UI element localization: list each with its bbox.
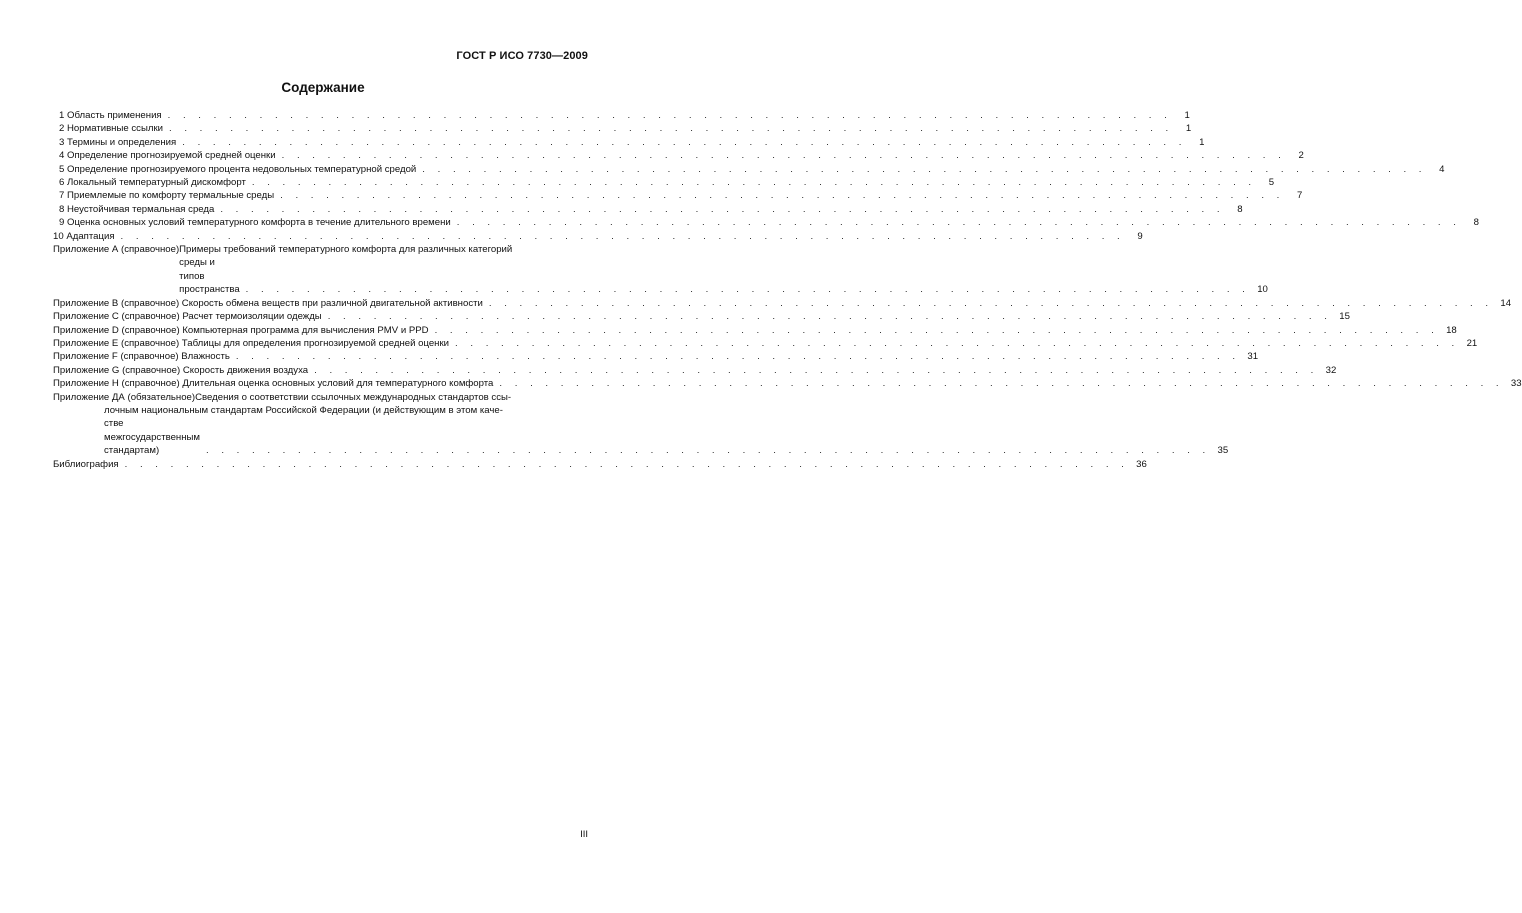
toc-leader-dots: . . . . . . . . . . . . . . . . . . . . . . . . . . . . . . . . . . . . . . . . . . . . . . . . . . . . . . . . . . . . . . . . . . bbox=[488, 297, 1494, 309]
toc-entry-title: Приложение G (справочное) Скорость движения воздуха bbox=[53, 364, 309, 376]
toc-annex-label: Приложение А (справочное) bbox=[53, 244, 180, 256]
toc-entry-page: 1 bbox=[1199, 136, 1205, 148]
toc-entry bbox=[53, 216, 1479, 229]
toc-entry bbox=[53, 377, 1522, 390]
toc-entry bbox=[53, 163, 1445, 176]
toc-entry-page: 36 bbox=[1136, 458, 1147, 470]
toc-entry-page: 7 bbox=[1296, 190, 1303, 202]
toc-entry-title: Приложение F (справочное) Влажность bbox=[53, 351, 230, 363]
toc-entry-title-line: Примеры требований температурного комфорта для различных категорий bbox=[179, 244, 513, 256]
toc-entry-page: 35 bbox=[1217, 445, 1229, 457]
toc-leader-dots: . . . . . . . . . . . . . . . . . . . . . . . . . . . . . . . . . . . . . . . . . . . . . . . . . . . . . . . . . . . . . . . . . . bbox=[235, 351, 1241, 363]
toc-leader-dots: . . . . . . . . . . . . . . . . . . . . . . . . . . . . . . . . . . . . . . . . . . . . . . . . . . . . . . . . . . . . . . . . . . bbox=[120, 230, 1125, 242]
toc-entry-page: 1 bbox=[1184, 110, 1190, 121]
page-number-footer: III bbox=[580, 829, 588, 840]
toc-leader-dots: . . . . . . . . . . . . . . . . . . . . . . . . . . . . . . . . . . . . . . . . . . . . . . . . . . . . . . . . . . . . . . . . . . bbox=[124, 458, 1129, 470]
toc-entry bbox=[53, 203, 1243, 216]
toc-entry-title: 6 Локальный температурный дискомфорт bbox=[59, 177, 246, 189]
toc-entry bbox=[53, 297, 1512, 310]
document-code-header: ГОСТ Р ИСО 7730—2009 bbox=[456, 50, 588, 62]
toc-entry-annex-da bbox=[53, 391, 588, 404]
toc-entry-page: 1 bbox=[1185, 123, 1192, 135]
toc-entry bbox=[53, 337, 1478, 350]
toc-leader-dots: . . . . . . . . . . . . . . . . . . . . . . . . . . . . . . . . . . . . . . . . . . . . . . . . . . . . . . . . . . . . . . . . . . bbox=[455, 337, 1460, 349]
toc-leader-dots: . . . . . . . . . . . . . . . . . . . . . . . . . . . . . . . . . . . . . . . . . . . . . . . . . . . . . . . . . . . . . . . . . . bbox=[169, 123, 1174, 135]
toc-entry-title: 1 Область применения bbox=[59, 110, 162, 121]
toc-leader-dots: . . . . . . . . . . . . . . . . . . . . . . . . . . . . . . . . . . . . . . . . . . . . . . . . . . . . . . . . . . . . . . . . . . bbox=[281, 150, 1286, 162]
toc-entry-page: 9 bbox=[1137, 230, 1143, 242]
toc-entry-title: Приложение В (справочное) Скорость обмена веществ при различной двигательной активности bbox=[53, 297, 483, 309]
page-title: Содержание bbox=[281, 80, 365, 95]
toc-entry bbox=[53, 324, 1457, 337]
toc-entry-title-line: стве межгосударственным стандартам) bbox=[104, 418, 201, 457]
toc-entry bbox=[53, 230, 1143, 243]
toc-leader-dots: . . . . . . . . . . . . . . . . . . . . . . . . . . . . . . . . . . . . . . . . . . . . . . . . . . . . . . . . . . . . . . . . . . bbox=[280, 190, 1285, 202]
toc-leader-dots: . . . . . . . . . . . . . . . . . . . . . . . . . . . . . . . . . . . . . . . . . . . . . . . . . . . . . . . . . . . . . . . . . . bbox=[206, 445, 1211, 457]
toc-entry-title: Библиография bbox=[53, 458, 119, 470]
toc-entry-title: 5 Определение прогнозируемого процента недовольных температурной средой bbox=[59, 163, 417, 175]
toc-entry-title: Приложение Е (справочное) Таблицы для определения прогнозируемой средней оценки bbox=[53, 337, 450, 349]
toc-entry bbox=[53, 189, 1303, 202]
toc-entry-page: 14 bbox=[1500, 297, 1512, 309]
toc-leader-dots: . . . . . . . . . . . . . . . . . . . . . . . . . . . . . . . . . . . . . . . . . . . . . . . . . . . . . . . . . . . . . . . . . . bbox=[182, 136, 1187, 148]
toc-entry-bibliography bbox=[53, 458, 1147, 471]
toc-entry bbox=[53, 122, 1192, 135]
toc-leader-dots: . . . . . . . . . . . . . . . . . . . . . . . . . . . . . . . . . . . . . . . . . . . . . . . . . . . . . . . . . . . . . . . . . . bbox=[422, 163, 1427, 175]
toc-entry bbox=[53, 109, 1190, 122]
toc-leader-dots: . . . . . . . . . . . . . . . . . . . . . . . . . . . . . . . . . . . . . . . . . . . . . . . . . . . . . . . . . . . . . . . . . . bbox=[251, 177, 1257, 189]
toc-entry-page: 10 bbox=[1257, 284, 1268, 296]
toc-entry-title: Приложение Н (справочное) Длительная оценка основных условий для температурного комфорта bbox=[53, 378, 494, 390]
toc-entry bbox=[53, 176, 1275, 189]
toc-entry-page: 5 bbox=[1268, 177, 1275, 189]
toc-entry-title: Приложение С (справочное) Расчет термоизоляции одежды bbox=[53, 311, 322, 323]
toc-entry-page: 8 bbox=[1473, 217, 1479, 229]
toc-entry-title: 4 Определение прогнозируемой средней оценки bbox=[59, 150, 276, 162]
toc-entry bbox=[53, 364, 1337, 377]
toc-entry bbox=[53, 136, 1205, 149]
toc-leader-dots: . . . . . . . . . . . . . . . . . . . . . . . . . . . . . . . . . . . . . . . . . . . . . . . . . . . . . . . . . . . . . . . . . . bbox=[499, 378, 1504, 390]
toc-entry-page: 8 bbox=[1237, 203, 1243, 215]
toc-leader-dots: . . . . . . . . . . . . . . . . . . . . . . . . . . . . . . . . . . . . . . . . . . . . . . . . . . . . . . . . . . . . . . . . . . bbox=[314, 364, 1319, 376]
toc-entry-title: 9 Оценка основных условий температурного комфорта в течение длительного времени bbox=[59, 217, 451, 229]
toc-leader-dots: . . . . . . . . . . . . . . . . . . . . . . . . . . . . . . . . . . . . . . . . . . . . . . . . . . . . . . . . . . . . . . . . . . bbox=[434, 324, 1439, 336]
toc-entry-title: Приложение D (справочное) Компьютерная программа для вычисления PMV и PPD bbox=[53, 324, 429, 336]
toc-leader-dots: . . . . . . . . . . . . . . . . . . . . . . . . . . . . . . . . . . . . . . . . . . . . . . . . . . . . . . . . . . . . . . . . . . bbox=[220, 203, 1225, 215]
toc-entry-title: 2 Нормативные ссылки bbox=[59, 123, 164, 135]
toc-entry-page: 33 bbox=[1510, 378, 1522, 390]
toc-entry-page: 15 bbox=[1339, 311, 1350, 323]
toc-entry-page: 4 bbox=[1439, 163, 1445, 175]
toc-entry-title-line: Сведения о соответствии ссылочных международных стандартов ссы- bbox=[195, 391, 512, 403]
toc-entry-title: 7 Приемлемые по комфорту термальные среды bbox=[59, 190, 275, 202]
toc-entry bbox=[53, 350, 1259, 363]
toc-leader-dots: . . . . . . . . . . . . . . . . . . . . . . . . . . . . . . . . . . . . . . . . . . . . . . . . . . . . . . . . . . . . . . . . . . bbox=[245, 284, 1250, 296]
toc-entry bbox=[53, 149, 1304, 162]
toc-leader-dots: . . . . . . . . . . . . . . . . . . . . . . . . . . . . . . . . . . . . . . . . . . . . . . . . . . . . . . . . . . . . . . . . . . bbox=[327, 311, 1332, 323]
toc-entry-title: 10 Адаптация bbox=[53, 230, 115, 242]
table-of-contents bbox=[53, 109, 1522, 471]
toc-entry-page: 32 bbox=[1325, 364, 1337, 376]
toc-leader-dots: . . . . . . . . . . . . . . . . . . . . . . . . . . . . . . . . . . . . . . . . . . . . . . . . . . . . . . . . . . . . . . . . . . bbox=[456, 217, 1461, 229]
toc-entry-page: 2 bbox=[1298, 150, 1304, 162]
toc-entry-annex-a bbox=[53, 243, 1268, 297]
toc-entry-page: 31 bbox=[1247, 351, 1259, 363]
toc-leader-dots: . . . . . . . . . . . . . . . . . . . . . . . . . . . . . . . . . . . . . . . . . . . . . . . . . . . . . . . . . . . . . . . . . . bbox=[167, 110, 1172, 121]
toc-entry-title: 8 Неустойчивая термальная среда bbox=[59, 203, 215, 215]
toc-entry-annex-da-continuation bbox=[53, 404, 1229, 458]
toc-entry-title-line: среды и типов пространства bbox=[179, 257, 240, 296]
toc-entry-page: 18 bbox=[1446, 324, 1457, 336]
toc-entry bbox=[53, 310, 1350, 323]
toc-entry-title: 3 Термины и определения bbox=[59, 136, 177, 148]
toc-entry-page: 21 bbox=[1466, 337, 1478, 349]
toc-annex-label: Приложение ДА (обязательное) bbox=[53, 391, 196, 403]
toc-entry-title-line: лочным национальным стандартам Российской Федерации (и действующим в этом каче- bbox=[104, 404, 503, 416]
